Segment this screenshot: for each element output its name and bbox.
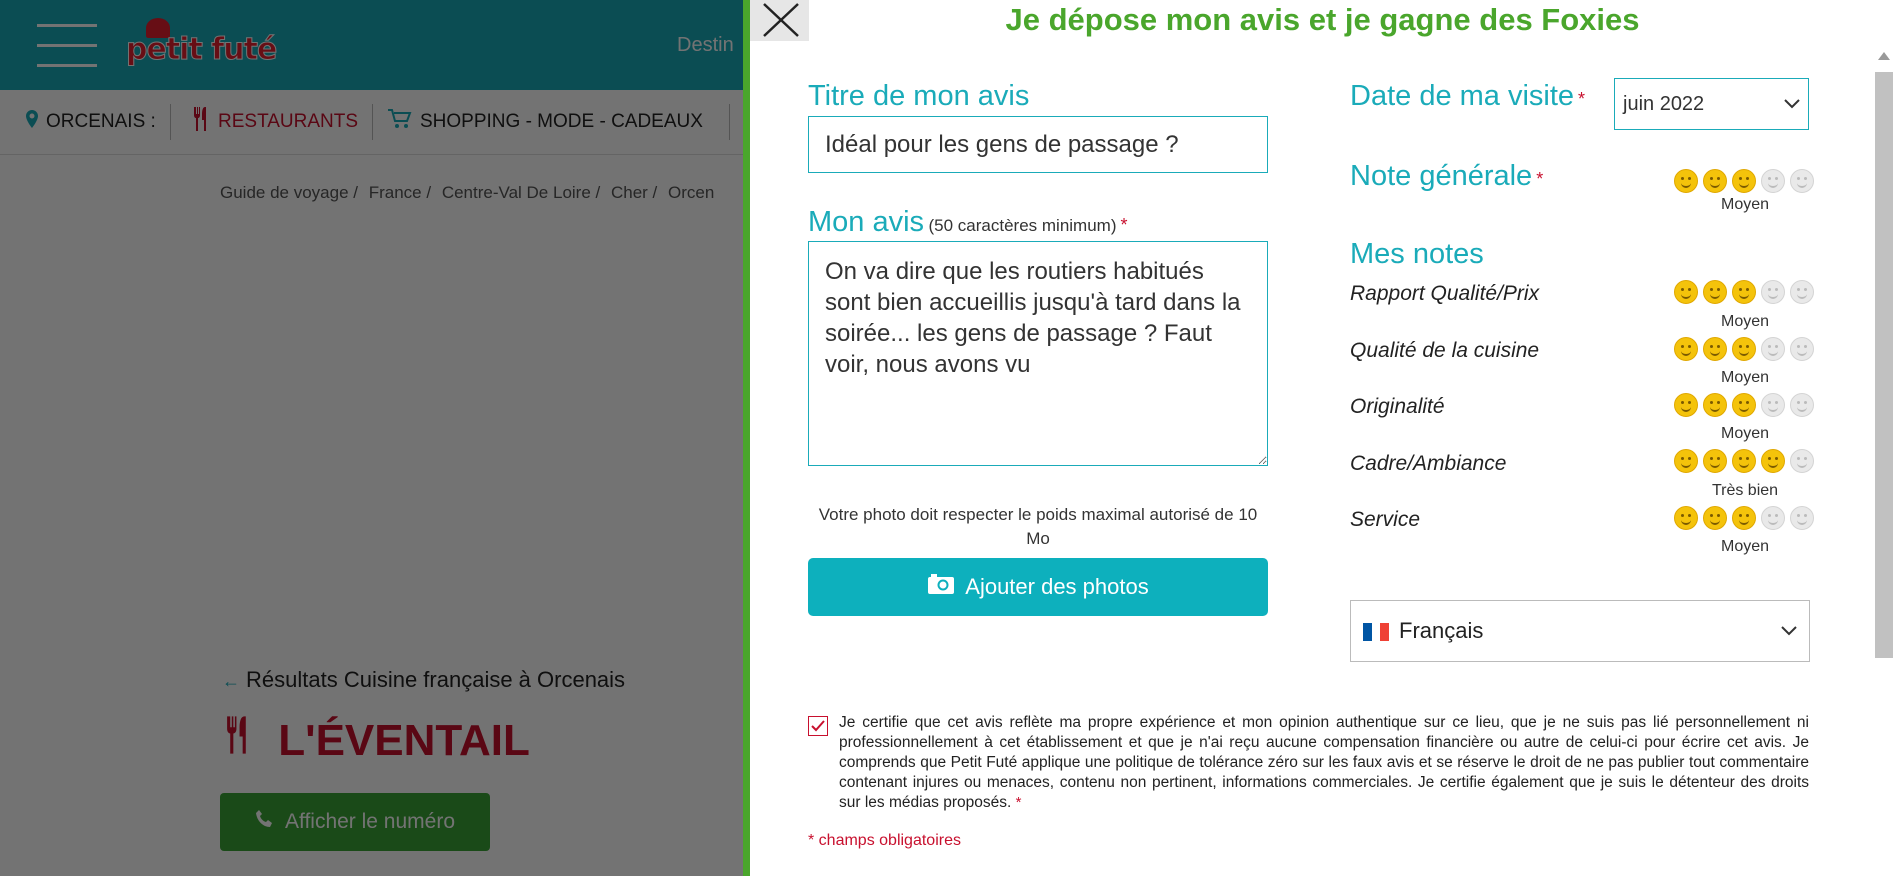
smiley-icon[interactable] bbox=[1761, 280, 1785, 304]
smiley-icon[interactable] bbox=[1761, 449, 1785, 473]
criterion-label: Cadre/Ambiance bbox=[1350, 452, 1507, 475]
smiley-icon[interactable] bbox=[1790, 280, 1814, 304]
chevron-down-icon bbox=[1781, 626, 1797, 636]
criterion-rating-word: Très bien bbox=[1711, 482, 1779, 499]
smiley-icon[interactable] bbox=[1674, 169, 1698, 193]
visit-date-value: juin 2022 bbox=[1623, 92, 1705, 115]
review-text-label-main: Mon avis bbox=[808, 206, 925, 238]
visit-date-select[interactable] bbox=[1614, 78, 1809, 130]
smiley-icon[interactable] bbox=[1761, 393, 1785, 417]
smiley-icon[interactable] bbox=[1790, 169, 1814, 193]
smiley-icon[interactable] bbox=[1703, 169, 1727, 193]
overall-rating-label bbox=[1350, 160, 1543, 193]
my-ratings-label: Mes notes bbox=[1350, 238, 1484, 270]
review-text-area[interactable] bbox=[808, 241, 1268, 466]
add-photos-label: Ajouter des photos bbox=[965, 574, 1149, 599]
smiley-icon[interactable] bbox=[1674, 337, 1698, 361]
certification-text bbox=[839, 713, 1809, 813]
chevron-down-icon bbox=[1784, 99, 1800, 109]
criterion-rating-smileys[interactable] bbox=[1674, 506, 1814, 530]
photo-size-note: Votre photo doit respecter le poids maximal autorisé de 10 Mo bbox=[818, 505, 1258, 548]
required-asterisk: * bbox=[1120, 215, 1128, 235]
france-flag-icon bbox=[1363, 623, 1389, 641]
smiley-icon[interactable] bbox=[1703, 506, 1727, 530]
criterion-rating-smileys[interactable] bbox=[1674, 393, 1814, 417]
criterion-label: Service bbox=[1350, 508, 1421, 531]
smiley-icon[interactable] bbox=[1674, 506, 1698, 530]
review-modal bbox=[743, 0, 1895, 876]
criterion-label: Qualité de la cuisine bbox=[1350, 339, 1540, 362]
smiley-icon[interactable] bbox=[1790, 506, 1814, 530]
smiley-icon[interactable] bbox=[1761, 337, 1785, 361]
modal-title: Je dépose mon avis et je gagne des Foxies bbox=[1005, 2, 1640, 37]
review-text-label bbox=[808, 206, 1128, 239]
smiley-icon[interactable] bbox=[1732, 280, 1756, 304]
background-page bbox=[0, 0, 745, 876]
criterion-rating-word: Moyen bbox=[1720, 425, 1770, 442]
review-title-label: Titre de mon avis bbox=[808, 80, 1030, 112]
scrollbar-thumb[interactable] bbox=[1875, 72, 1893, 658]
camera-icon bbox=[927, 573, 955, 601]
required-asterisk: * bbox=[1015, 794, 1022, 811]
scroll-up-icon[interactable] bbox=[1878, 52, 1890, 60]
review-text-hint: (50 caractères minimum) bbox=[928, 216, 1117, 235]
smiley-icon[interactable] bbox=[1761, 169, 1785, 193]
smiley-icon[interactable] bbox=[1703, 393, 1727, 417]
smiley-icon[interactable] bbox=[1790, 337, 1814, 361]
required-asterisk: * bbox=[1536, 169, 1544, 189]
add-photos-button[interactable] bbox=[808, 558, 1268, 616]
criterion-rating-word: Moyen bbox=[1720, 369, 1770, 386]
review-title-input[interactable] bbox=[808, 116, 1268, 173]
criterion-rating-smileys[interactable] bbox=[1674, 280, 1814, 304]
smiley-icon[interactable] bbox=[1703, 337, 1727, 361]
required-asterisk: * bbox=[1578, 89, 1586, 109]
overall-rating-smileys[interactable] bbox=[1674, 169, 1814, 193]
criterion-rating-smileys[interactable] bbox=[1674, 449, 1814, 473]
criterion-rating-word: Moyen bbox=[1720, 538, 1770, 555]
certification-text-body: Je certifie que cet avis reflète ma propre expérience et mon opinion authentique sur ce lieu, que je ne suis pas lié personnellement ni professionnellement à cet établissement et que je n'ai reçu aucune compensation financière ou autre de celui-ci pour écrire cet avis. Je comprends que Petit Futé applique une politique de tolérance zéro sur les faux avis et se réserve le droit de ne pas publier tout commentaire contenant injures ou menaces, contenu non pertinent, informations commerciales. Je certifie également que je suis le détenteur des droits sur les médias proposés. bbox=[839, 714, 1809, 811]
language-value: Français bbox=[1399, 618, 1484, 643]
checkmark-icon bbox=[811, 720, 825, 732]
overall-rating-label-text: Note générale bbox=[1350, 160, 1533, 192]
smiley-icon[interactable] bbox=[1732, 393, 1756, 417]
criterion-rating-smileys[interactable] bbox=[1674, 337, 1814, 361]
smiley-icon[interactable] bbox=[1790, 449, 1814, 473]
mandatory-fields-note: * champs obligatoires bbox=[808, 832, 961, 849]
smiley-icon[interactable] bbox=[1732, 169, 1756, 193]
smiley-icon[interactable] bbox=[1732, 449, 1756, 473]
smiley-icon[interactable] bbox=[1732, 506, 1756, 530]
modal-scrollbar[interactable] bbox=[1871, 48, 1895, 876]
language-select[interactable] bbox=[1350, 600, 1810, 662]
smiley-icon[interactable] bbox=[1674, 449, 1698, 473]
visit-date-label-text: Date de ma visite bbox=[1350, 80, 1575, 112]
criterion-rating-word: Moyen bbox=[1720, 313, 1770, 330]
criterion-label: Rapport Qualité/Prix bbox=[1350, 282, 1540, 305]
criterion-label: Originalité bbox=[1350, 395, 1445, 418]
smiley-icon[interactable] bbox=[1732, 337, 1756, 361]
smiley-icon[interactable] bbox=[1674, 280, 1698, 304]
smiley-icon[interactable] bbox=[1703, 449, 1727, 473]
overall-rating-word: Moyen bbox=[1720, 196, 1770, 213]
visit-date-label bbox=[1350, 80, 1585, 113]
smiley-icon[interactable] bbox=[1761, 506, 1785, 530]
smiley-icon[interactable] bbox=[1703, 280, 1727, 304]
smiley-icon[interactable] bbox=[1790, 393, 1814, 417]
smiley-icon[interactable] bbox=[1674, 393, 1698, 417]
certification-checkbox[interactable] bbox=[808, 716, 828, 736]
modal-overlay[interactable] bbox=[0, 0, 745, 876]
